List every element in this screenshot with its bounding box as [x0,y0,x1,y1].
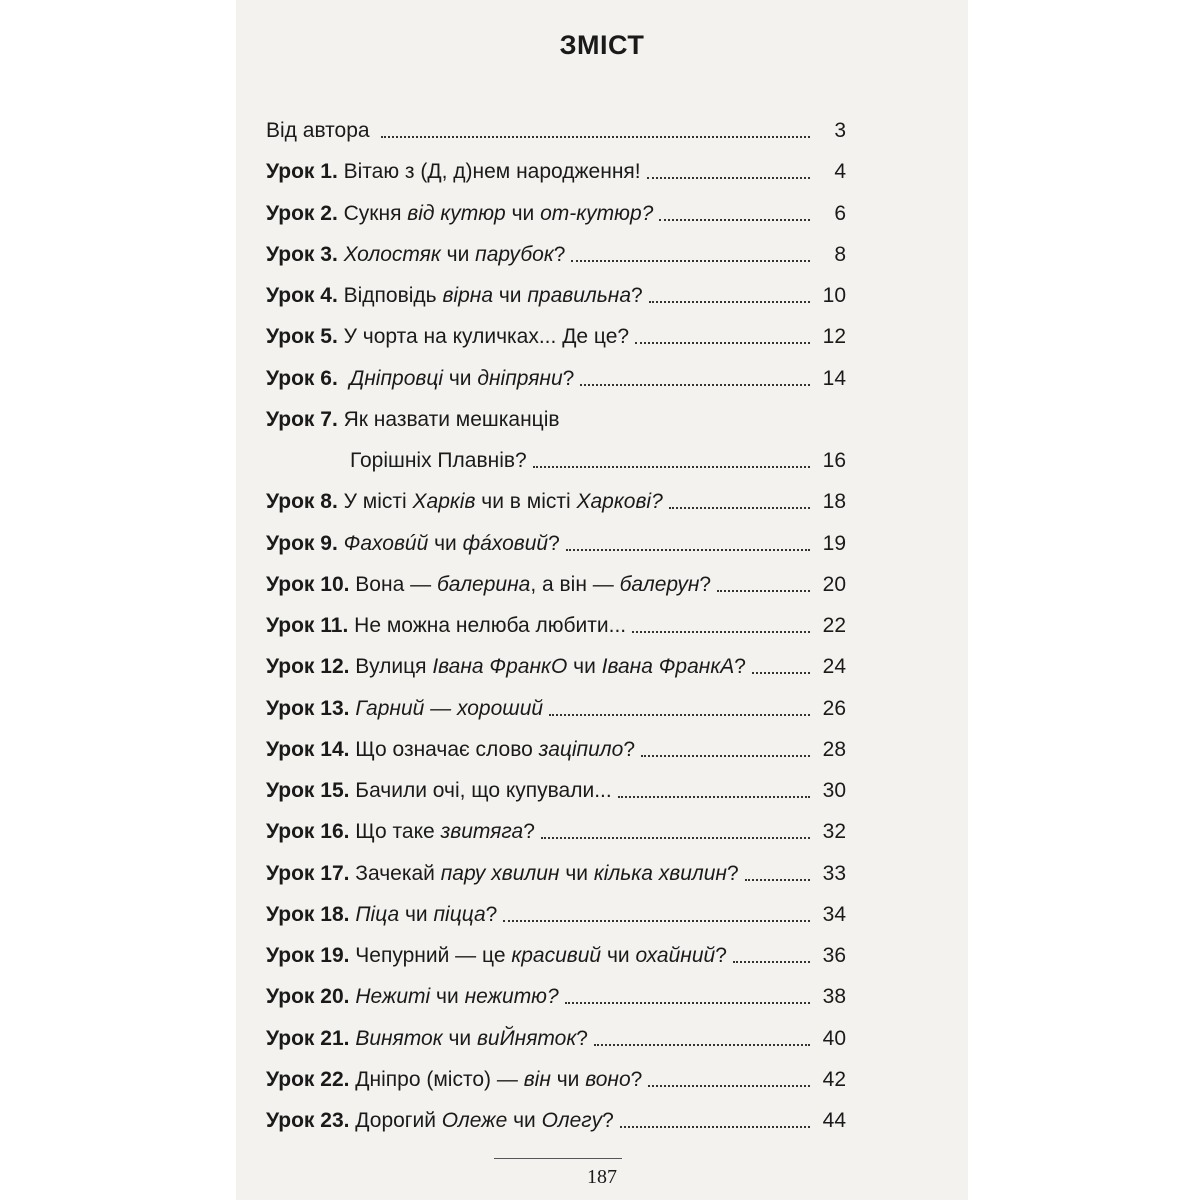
toc-entry-title: Урок 4. Відповідь вірна чи правильна? [266,284,643,307]
toc-entry [266,607,846,639]
lesson-number: Урок 17. [266,861,350,885]
dot-leader [549,713,810,716]
lesson-number: Урок 12. [266,655,350,679]
dot-leader [632,630,810,633]
toc-entry [266,525,846,557]
dot-leader [641,754,810,757]
toc-entry-title: Урок 22. Дніпро (місто) — він чи воно? [266,1067,643,1091]
toc-page-number: 24 [822,655,846,679]
toc-entry [266,442,846,474]
book-page [236,0,968,1200]
toc-entry-title: Урок 6. Дніпровці чи дніпряни? [266,366,575,390]
toc-entry-title: Урок 15. Бачили очі, що купували... [266,779,612,802]
lesson-number: Урок 7. [266,407,338,431]
toc-entry-title: Урок 13. Гарний — хороший [266,696,544,720]
toc-entry-title: Урок 5. У чорта на куличках... Де це? [266,325,630,349]
toc-page-number: 33 [822,861,846,885]
toc-page-number: 8 [834,242,846,266]
toc-page-number: 14 [822,366,846,390]
toc-entry [266,978,846,1010]
dot-leader [659,218,810,221]
toc-entry-title: Урок 10. Вона — балерина, а він — балерун? [266,572,712,596]
lesson-number: Урок 13. [266,696,350,720]
lesson-number: Урок 20. [266,985,350,1009]
lesson-number: Урок 2. [266,201,338,225]
toc-page-number: 40 [822,1026,846,1050]
lesson-number: Урок 10. [266,572,350,596]
toc-entry-title: Урок 3. Холостяк чи парубок? [266,242,566,266]
lesson-number: Урок 16. [266,820,350,844]
toc-entry [266,1061,846,1093]
toc-page-number: 3 [834,119,846,142]
toc-entry-title: Урок 8. У місті Харків чи в місті Харкові? [266,490,663,514]
toc-page-number: 12 [822,325,846,349]
lesson-number: Урок 15. [266,779,350,802]
toc-page-number: 28 [822,737,846,761]
toc-page-number: 26 [822,696,846,720]
toc-page-number: 18 [822,490,846,514]
toc-entry [266,855,846,887]
lesson-number: Урок 3. [266,242,338,266]
lesson-number: Урок 5. [266,325,338,349]
lesson-number: Урок 4. [266,284,338,307]
toc-entry [266,112,846,144]
toc-page-number: 20 [822,572,846,596]
toc-entry [266,195,846,227]
page-title: ЗМІСТ [559,30,645,60]
dot-leader [580,383,810,386]
toc-entry-title: Урок 20. Нежиті чи нежитю? [266,985,559,1009]
toc-entry [266,401,846,433]
dot-leader [541,836,810,839]
toc-page-number: 10 [822,284,846,307]
lesson-number: Урок 8. [266,490,338,514]
toc-entry-title: Урок 19. Чепурний — це красивий чи охайний? [266,944,727,967]
dot-leader [533,465,810,468]
toc-page-number: 16 [822,449,846,472]
dot-leader [618,795,810,798]
lesson-number: Урок 19. [266,944,350,967]
toc-entry [266,937,846,969]
toc-entry-title: Урок 23. Дорогий Олеже чи Олегу? [266,1109,614,1132]
toc-entry-title: Горішніх Плавнів? [350,449,527,472]
toc-entry [266,896,846,928]
toc-entry-title: Урок 21. Виняток чи виЙняток? [266,1026,588,1050]
dot-leader [566,548,810,551]
dot-leader [647,176,810,179]
toc-entry [266,813,846,845]
toc-entry [266,318,846,350]
dot-leader [594,1043,810,1046]
toc-page-number: 42 [822,1067,846,1091]
dot-leader [745,878,810,881]
lesson-number: Урок 23. [266,1109,350,1132]
dot-leader [565,1001,810,1004]
lesson-number: Урок 14. [266,737,350,761]
lesson-number: Урок 1. [266,160,338,184]
toc-entry [266,360,846,392]
toc-entry [266,772,846,804]
lesson-number: Урок 9. [266,531,338,555]
toc-entry-title: Урок 17. Зачекай пару хвилин чи кілька хвилин? [266,861,739,885]
dot-leader [620,1125,810,1128]
toc-entry [266,483,846,515]
toc-page-number: 30 [822,779,846,802]
toc-entry-title: Урок 1. Вітаю з (Д, д)нем народження! [266,160,641,184]
toc-entry-title: Урок 16. Що таке звитяга? [266,820,535,844]
dot-leader [717,589,810,592]
toc-entry-title: Урок 11. Не можна нелюба любити... [266,614,627,637]
toc-entry [266,1020,846,1052]
lesson-number: Урок 21. [266,1026,350,1050]
lesson-number: Урок 6. [266,366,338,390]
toc-entry-title: Урок 9. Фаховúй чи фáховий? [266,531,560,555]
page-number: 187 [587,1166,617,1188]
dot-leader [649,300,810,303]
toc-entry [266,566,846,598]
lesson-number: Урок 22. [266,1067,350,1091]
toc-entry-title: Від автора [266,119,370,142]
dot-leader [752,671,810,674]
toc-entry-title: Урок 14. Що означає слово заціпило? [266,737,635,761]
dot-leader [669,506,810,509]
toc-entry-title: Урок 2. Сукня від кутюр чи от-кутюр? [266,201,654,225]
toc-entry [266,690,846,722]
footer-rule [494,1158,622,1159]
toc-page-number: 6 [834,201,846,225]
dot-leader [381,135,810,138]
toc-page-number: 38 [822,985,846,1009]
toc-page-number: 36 [822,944,846,967]
toc-entry [266,1102,846,1134]
toc-entry [266,648,846,680]
toc-entry-title: Урок 12. Вулиця Івана ФранкО чи Івана ФранкА? [266,655,746,679]
dot-leader [571,259,810,262]
toc-page-number: 32 [822,820,846,844]
toc-entry [266,236,846,268]
toc-page-number: 44 [822,1109,846,1132]
toc-entry [266,153,846,185]
lesson-number: Урок 18. [266,902,350,926]
dot-leader [733,960,810,963]
toc-entry-title: Урок 18. Піца чи піцца? [266,902,498,926]
lesson-number: Урок 11. [266,614,349,637]
toc-entry [266,277,846,309]
dot-leader [503,919,810,922]
toc-entry-title: Урок 7. Як назвати мешканців [266,407,560,431]
dot-leader [648,1084,810,1087]
dot-leader [635,341,810,344]
toc-entry [266,731,846,763]
toc-page-number: 19 [822,531,846,555]
toc-page-number: 22 [822,614,846,637]
toc-page-number: 4 [834,160,846,184]
toc-page-number: 34 [822,902,846,926]
